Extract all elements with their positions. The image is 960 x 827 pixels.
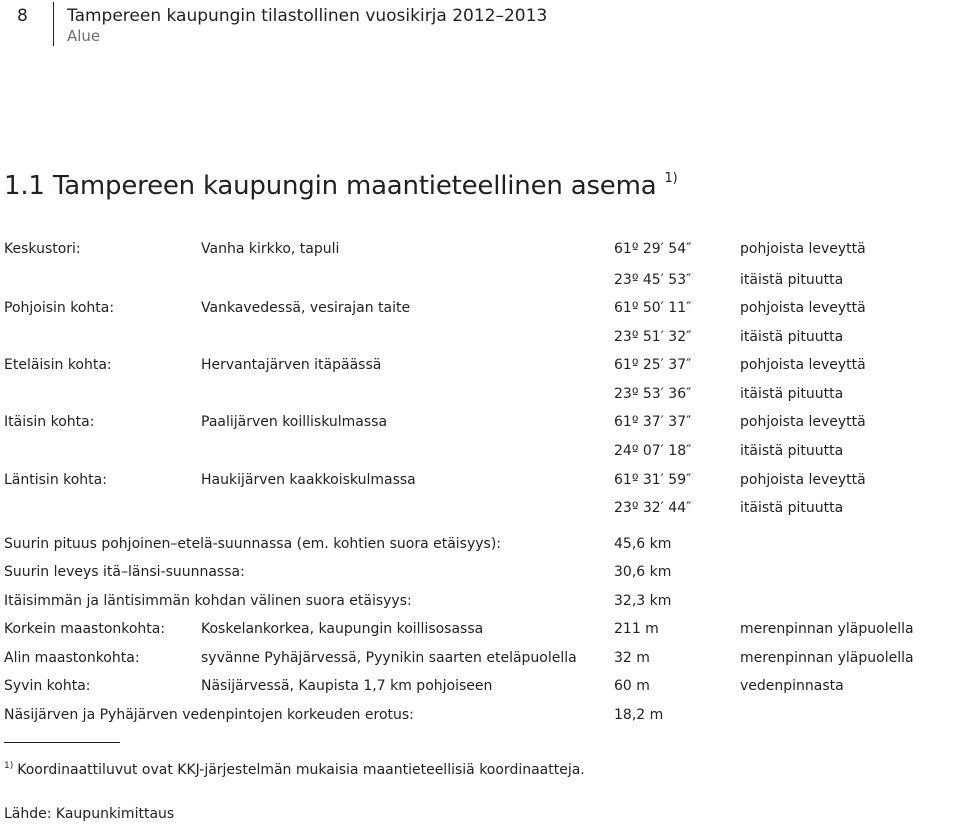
- coord-place: Haukijärven kaakkoiskulmassa: [201, 472, 416, 488]
- coord-latitude: 61º 31′ 59″: [614, 472, 692, 488]
- footnote-text: Koordinaattiluvut ovat KKJ-järjestelmän mukaisia maantieteellisiä koordinaatteja.: [17, 762, 585, 778]
- page-number: 8: [17, 6, 28, 26]
- coord-latitude-text: pohjoista leveyttä: [740, 472, 866, 488]
- coord-label: Keskustori:: [4, 241, 81, 257]
- elevation-value: 32 m: [614, 650, 650, 666]
- coord-latitude-text: pohjoista leveyttä: [740, 241, 866, 257]
- coord-label: Pohjoisin kohta:: [4, 300, 115, 316]
- elevation-place: Näsijärvessä, Kaupista 1,7 km pohjoiseen: [201, 678, 493, 694]
- coord-latitude-text: pohjoista leveyttä: [740, 414, 866, 430]
- coord-longitude: 23º 53′ 36″: [614, 386, 692, 402]
- coord-longitude: 23º 45′ 53″: [614, 272, 692, 288]
- elevation-value: 211 m: [614, 621, 659, 637]
- coord-longitude: 23º 51′ 32″: [614, 329, 692, 345]
- source-note: Lähde: Kaupunkimittaus: [4, 806, 175, 822]
- publication-title: Tampereen kaupungin tilastollinen vuosikirja 2012–2013: [67, 6, 548, 26]
- coord-place: Vankavedessä, vesirajan taite: [201, 300, 411, 316]
- footnote-divider: [4, 742, 120, 743]
- water-level-difference-value: 18,2 m: [614, 707, 664, 723]
- coord-latitude-text: pohjoista leveyttä: [740, 300, 866, 316]
- footnote-marker: 1): [4, 761, 14, 771]
- elevation-place: Koskelankorkea, kaupungin koillisosassa: [201, 621, 484, 637]
- footnote: [4, 762, 585, 778]
- coord-latitude-text: pohjoista leveyttä: [740, 357, 866, 373]
- chapter-subtitle: Alue: [67, 27, 101, 45]
- coord-longitude-text: itäistä pituutta: [740, 386, 844, 402]
- elevation-label: Syvin kohta:: [4, 678, 91, 694]
- section-title: [4, 171, 677, 201]
- coord-place: Paalijärven koilliskulmassa: [201, 414, 388, 430]
- coord-label: Läntisin kohta:: [4, 472, 107, 488]
- coord-longitude: 24º 07′ 18″: [614, 443, 692, 459]
- distance-label: Suurin leveys itä–länsi-suunnassa:: [4, 564, 245, 580]
- distance-label: Suurin pituus pohjoinen–etelä-suunnassa (em. kohtien suora etäisyys):: [4, 536, 502, 552]
- distance-label: Itäisimmän ja läntisimmän kohdan välinen suora etäisyys:: [4, 593, 412, 609]
- water-level-difference-label: Näsijärven ja Pyhäjärven vedenpintojen korkeuden erotus:: [4, 707, 414, 723]
- elevation-value: 60 m: [614, 678, 650, 694]
- distance-value: 30,6 km: [614, 564, 672, 580]
- coord-longitude-text: itäistä pituutta: [740, 443, 844, 459]
- coord-label: Eteläisin kohta:: [4, 357, 112, 373]
- elevation-reference: merenpinnan yläpuolella: [740, 650, 914, 666]
- coord-longitude-text: itäistä pituutta: [740, 272, 844, 288]
- elevation-reference: merenpinnan yläpuolella: [740, 621, 914, 637]
- elevation-label: Korkein maastonkohta:: [4, 621, 166, 637]
- distance-value: 32,3 km: [614, 593, 672, 609]
- coord-longitude-text: itäistä pituutta: [740, 500, 844, 516]
- coord-place: Hervantajärven itäpäässä: [201, 357, 382, 373]
- section-title-footnote-marker: 1): [664, 171, 678, 186]
- coord-latitude: 61º 50′ 11″: [614, 300, 692, 316]
- coord-place: Vanha kirkko, tapuli: [201, 241, 340, 257]
- coord-latitude: 61º 37′ 37″: [614, 414, 692, 430]
- coord-longitude: 23º 32′ 44″: [614, 500, 692, 516]
- elevation-reference: vedenpinnasta: [740, 678, 844, 694]
- header-divider: [53, 2, 54, 46]
- coord-label: Itäisin kohta:: [4, 414, 95, 430]
- section-title-text: 1.1 Tampereen kaupungin maantieteellinen asema: [4, 171, 657, 201]
- coord-latitude: 61º 25′ 37″: [614, 357, 692, 373]
- elevation-place: syvänne Pyhäjärvessä, Pyynikin saarten eteläpuolella: [201, 650, 577, 666]
- coord-longitude-text: itäistä pituutta: [740, 329, 844, 345]
- coord-latitude: 61º 29′ 54″: [614, 241, 692, 257]
- distance-value: 45,6 km: [614, 536, 672, 552]
- elevation-label: Alin maastonkohta:: [4, 650, 140, 666]
